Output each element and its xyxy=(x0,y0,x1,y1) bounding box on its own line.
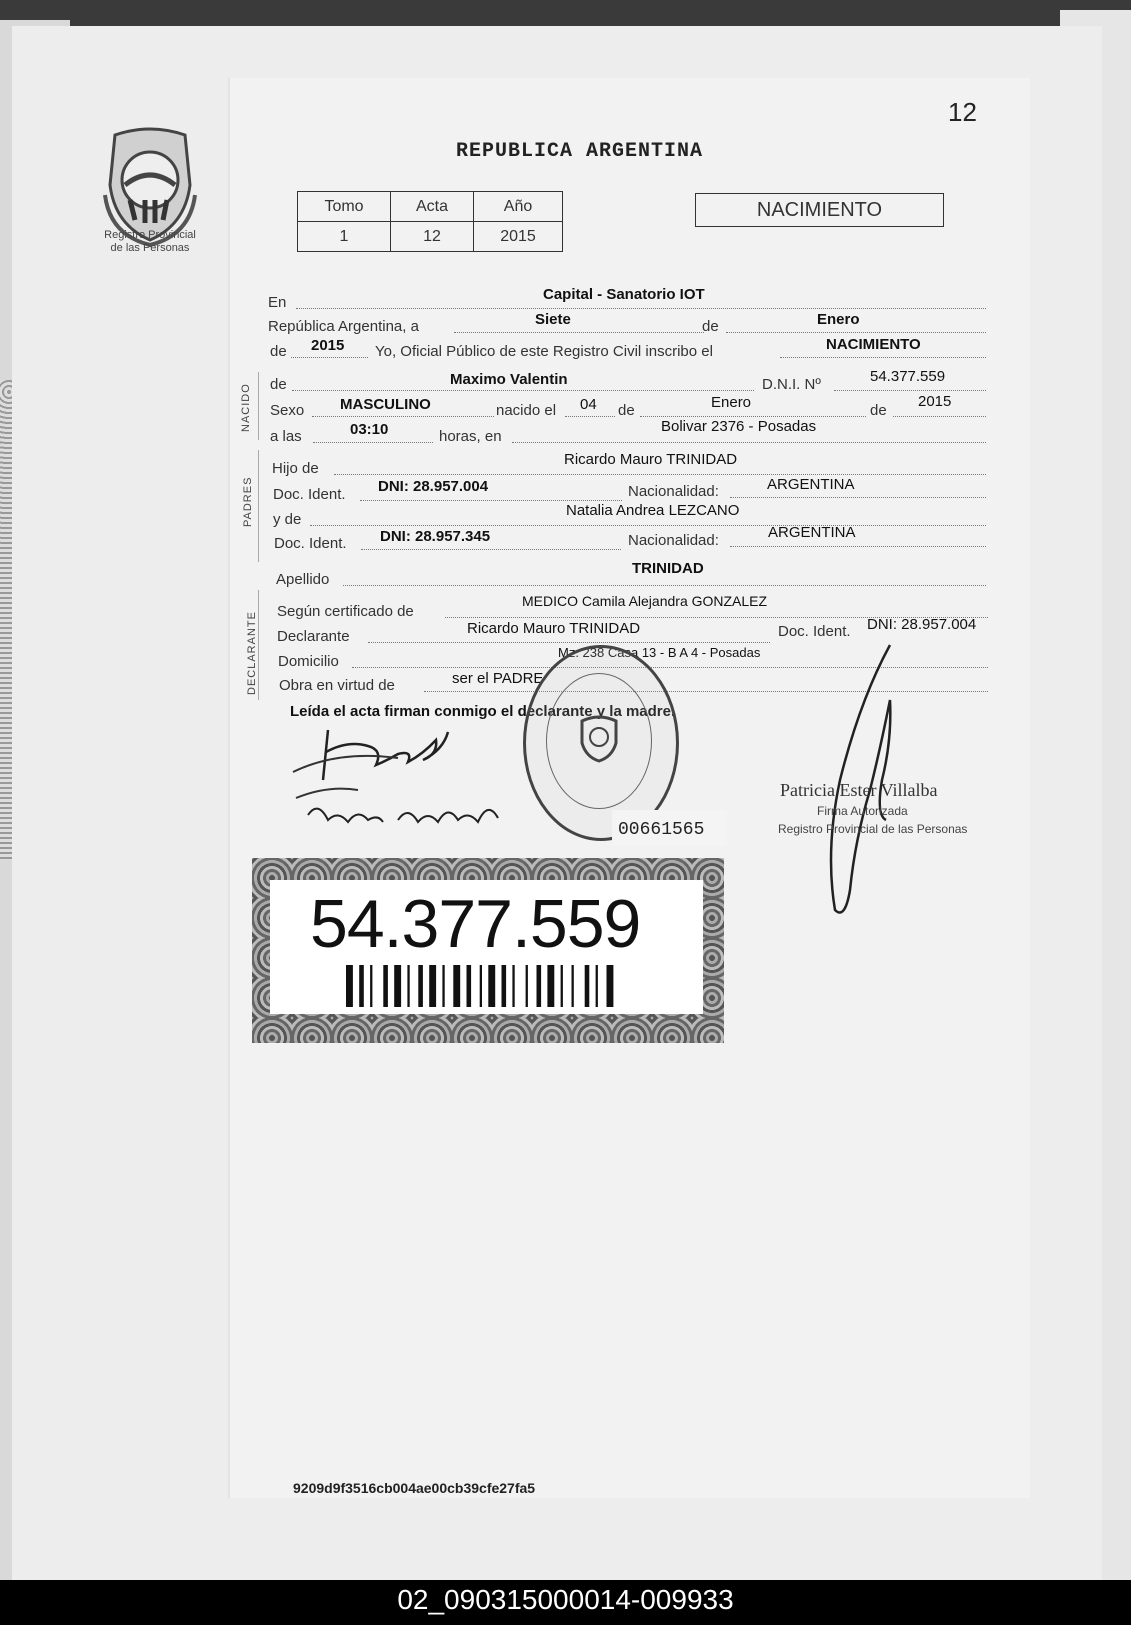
label-republica: República Argentina, a xyxy=(268,318,419,335)
dots-birth-day xyxy=(565,416,615,417)
value-month: Enero xyxy=(817,311,860,328)
dots-birth-month xyxy=(640,416,866,417)
tomo-header: Tomo xyxy=(298,192,391,222)
barcode-bar xyxy=(526,965,528,1007)
barcode-bar xyxy=(370,965,372,1007)
dots-birth-year xyxy=(893,416,986,417)
dots-mother xyxy=(310,525,986,526)
barcode-bar xyxy=(561,965,563,1007)
document-title: REPUBLICA ARGENTINA xyxy=(456,140,704,163)
label-de-birth-month: de xyxy=(618,402,635,419)
value-day: Siete xyxy=(535,311,571,328)
official-org: Registro Provincial de las Personas xyxy=(778,822,968,836)
value-year: 2015 xyxy=(311,337,345,354)
value-child-dni: 54.377.559 xyxy=(870,368,946,385)
value-declarant-doc: DNI: 28.957.004 xyxy=(867,616,977,633)
value-child-name: Maximo Valentin xyxy=(450,371,568,388)
label-nacido-el: nacido el xyxy=(496,402,557,419)
official-role: Firma Autorizada xyxy=(817,804,908,818)
dots-father-nat xyxy=(730,497,986,498)
barcode-bar xyxy=(502,965,507,1007)
dots-birth-time xyxy=(313,442,433,443)
barcode-bar xyxy=(394,965,401,1007)
value-birth-place: Bolivar 2376 - Posadas xyxy=(661,418,817,435)
footer-id: 02_090315000014-009933 xyxy=(397,1584,734,1615)
act-reference-table xyxy=(297,191,563,252)
value-birth-month: Enero xyxy=(711,394,752,411)
dots-act-kind xyxy=(780,357,986,358)
label-obra: Obra en virtud de xyxy=(279,677,395,694)
label-nacionalidad-2: Nacionalidad: xyxy=(628,532,719,549)
document-hash: 9209d9f3516cb004ae00cb39cfe27fa5 xyxy=(293,1480,536,1496)
barcode-bar xyxy=(383,965,388,1007)
barcode-bar xyxy=(429,965,436,1007)
label-hijo-de: Hijo de xyxy=(272,460,319,477)
barcode-bar xyxy=(418,965,423,1007)
value-capacity: ser el PADRE xyxy=(452,670,544,687)
barcode-bar xyxy=(346,965,353,1007)
value-act-kind: NACIMIENTO xyxy=(826,336,921,353)
barcode-bar xyxy=(585,965,590,1007)
dots-declarant xyxy=(368,642,770,643)
barcode-bar xyxy=(607,965,614,1007)
dots-mother-nat xyxy=(730,546,986,547)
barcode-bar xyxy=(467,965,472,1007)
dots-place xyxy=(296,308,986,309)
label-de-year: de xyxy=(270,343,287,360)
barcode-bar xyxy=(453,965,460,1007)
official-name: Patricia Ester Villalba xyxy=(780,780,938,800)
reading-statement: Leída el acta firman conmigo el declarante y la madre. xyxy=(290,703,676,720)
label-y-de: y de xyxy=(273,511,302,528)
barcode-bar xyxy=(480,965,482,1007)
label-doc-ident-2: Doc. Ident. xyxy=(274,535,347,552)
label-apellido: Apellido xyxy=(276,571,330,588)
value-birth-time: 03:10 xyxy=(350,421,389,438)
id-sticker-number: 54.377.559 xyxy=(310,886,641,962)
label-oficial: Yo, Oficial Público de este Registro Civil inscribo el xyxy=(375,343,713,360)
barcode-bar xyxy=(572,965,574,1007)
act-type-box: NACIMIENTO xyxy=(695,193,944,227)
acta-value: 12 xyxy=(391,222,474,252)
label-de-name: de xyxy=(270,376,287,393)
tomo-value: 1 xyxy=(298,222,391,252)
section-rule-padres xyxy=(258,450,259,562)
label-horas-en: horas, en xyxy=(439,428,502,445)
serial-number: 00661565 xyxy=(618,820,705,840)
label-de-birth-year: de xyxy=(870,402,887,419)
page-number: 12 xyxy=(948,97,977,127)
registry-label: Registro Provincial de las Personas xyxy=(104,229,196,254)
dots-father xyxy=(334,474,986,475)
label-domicilio: Domicilio xyxy=(278,653,339,670)
barcode-icon xyxy=(346,965,631,1007)
value-father-nationality: ARGENTINA xyxy=(767,476,855,493)
barcode-bar xyxy=(547,965,554,1007)
label-dni: D.N.I. Nº xyxy=(762,376,821,393)
value-father-name: Ricardo Mauro TRINIDAD xyxy=(564,451,738,468)
dots-sex xyxy=(312,416,494,417)
acta-header: Acta xyxy=(391,192,474,222)
label-segun: Según certificado de xyxy=(277,603,414,620)
value-address: Mz. 238 Casa 13 - B A 4 - Posadas xyxy=(558,645,761,660)
value-declarant-name: Ricardo Mauro TRINIDAD xyxy=(467,620,641,637)
section-rule-nacido xyxy=(258,372,259,440)
value-mother-nationality: ARGENTINA xyxy=(768,524,856,541)
barcode-bar xyxy=(488,965,495,1007)
label-en: En xyxy=(268,294,287,311)
barcode-bar xyxy=(359,965,364,1007)
section-label-padres: PADRES xyxy=(242,476,254,527)
section-label-nacido: NACIDO xyxy=(240,383,252,432)
label-doc-ident-3: Doc. Ident. xyxy=(778,623,851,640)
value-father-doc: DNI: 28.957.004 xyxy=(378,478,489,495)
dots-mother-doc xyxy=(361,549,621,550)
label-nacionalidad-1: Nacionalidad: xyxy=(628,483,719,500)
value-certificate: MEDICO Camila Alejandra GONZALEZ xyxy=(522,593,768,609)
value-sex: MASCULINO xyxy=(340,396,431,413)
seal-crest-icon xyxy=(574,713,624,763)
dots-month xyxy=(726,332,986,333)
value-place: Capital - Sanatorio IOT xyxy=(543,286,705,303)
dots-child-dni xyxy=(834,390,986,391)
value-birth-year: 2015 xyxy=(918,393,952,410)
dots-birth-place xyxy=(512,442,986,443)
barcode-bar xyxy=(512,965,514,1007)
barcode-bar xyxy=(407,965,409,1007)
label-sexo: Sexo xyxy=(270,402,305,419)
label-a-las: a las xyxy=(270,428,302,445)
value-surname: TRINIDAD xyxy=(632,560,704,577)
value-birth-day: 04 xyxy=(580,396,597,413)
barcode-bar xyxy=(442,965,444,1007)
section-rule-declarante xyxy=(258,590,259,700)
dots-surname xyxy=(343,585,986,586)
ano-header: Año xyxy=(474,192,563,222)
label-de-month: de xyxy=(702,318,719,335)
dots-day xyxy=(454,332,704,333)
value-mother-name: Natalia Andrea LEZCANO xyxy=(566,502,740,519)
section-label-declarante: DECLARANTE xyxy=(246,611,258,695)
dots-father-doc xyxy=(360,500,622,501)
value-mother-doc: DNI: 28.957.345 xyxy=(380,528,491,545)
ano-value: 2015 xyxy=(474,222,563,252)
dots-year xyxy=(291,357,368,358)
dots-child-name xyxy=(292,390,754,391)
label-declarante: Declarante xyxy=(277,628,350,645)
label-doc-ident-1: Doc. Ident. xyxy=(273,486,346,503)
declarant-signatures xyxy=(288,710,528,860)
barcode-bar xyxy=(596,965,598,1007)
barcode-bar xyxy=(537,965,542,1007)
